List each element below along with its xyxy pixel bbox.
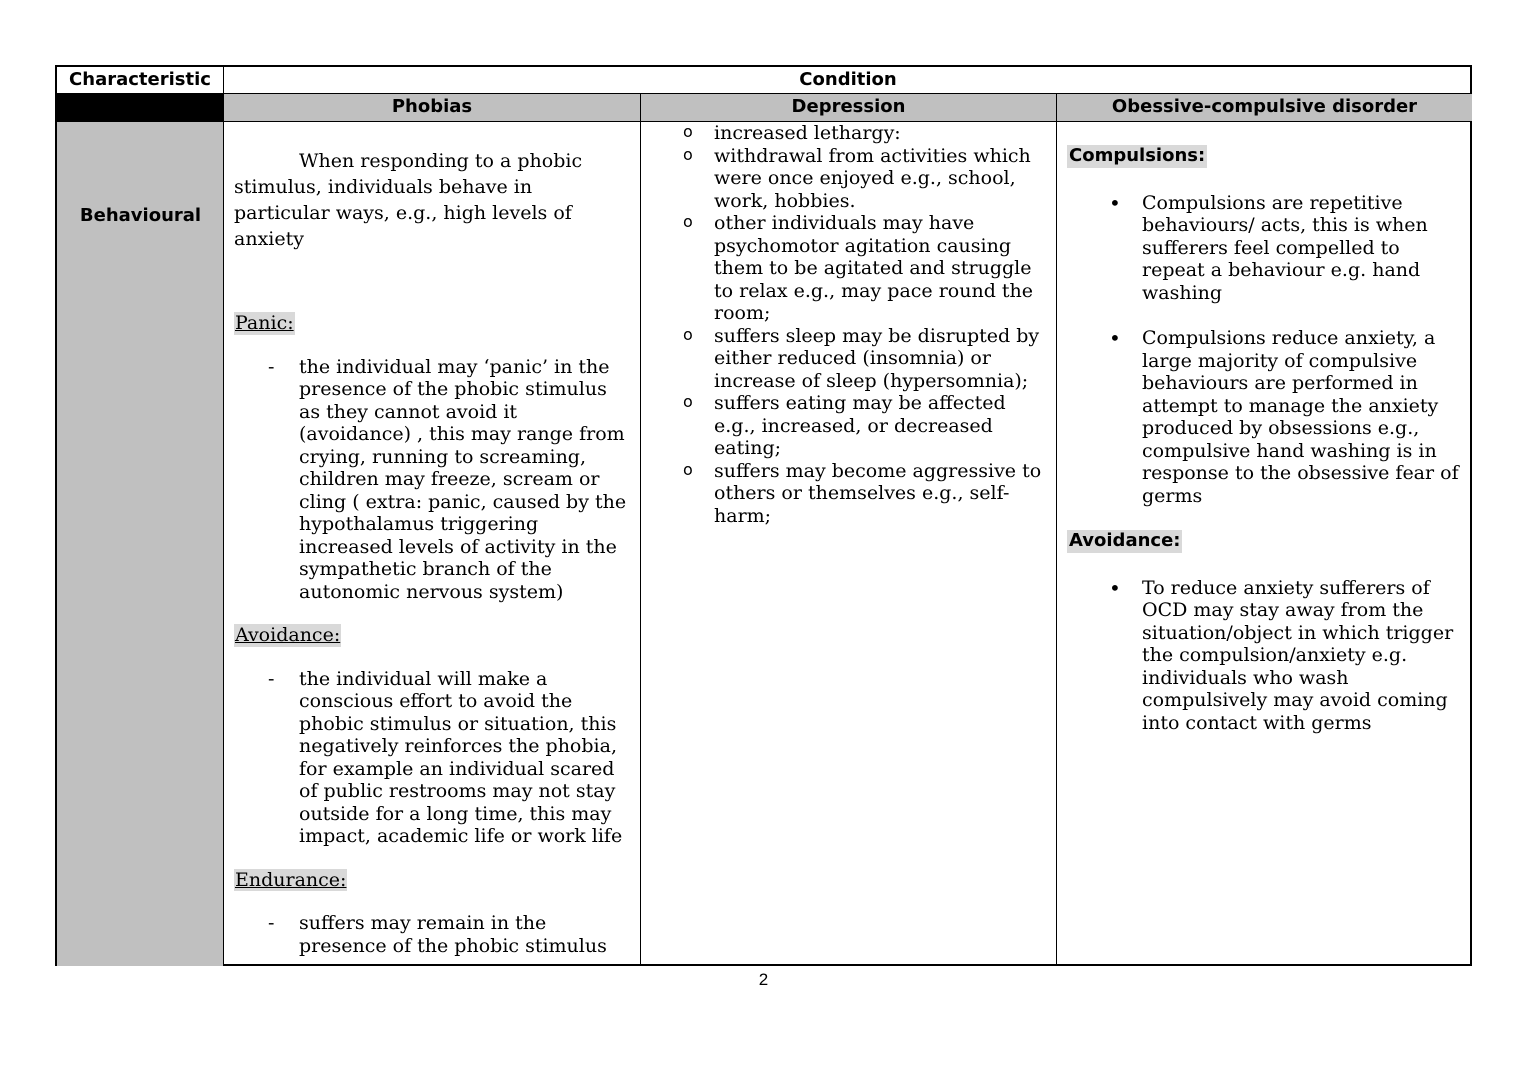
ocd-avoidance-heading: Avoidance:: [1069, 530, 1181, 551]
phobias-intro: When responding to a phobic stimulus, individuals behave in particular ways, e.g., high levels of anxiety: [234, 150, 583, 250]
list-item: o suffers may become aggressive to others or themselves e.g., self-harm;: [640, 460, 1049, 528]
header-black-cell: [57, 94, 224, 122]
panic-heading: Panic:: [235, 312, 294, 334]
grid-line: [640, 94, 641, 966]
list-item: • Compulsions are repetitive behaviours/ acts, this is when sufferers feel compelled to repeat a behaviour e.g. hand washing: [1067, 192, 1462, 305]
compulsions-list: [1067, 192, 1462, 508]
header-ocd: Obessive-compulsive disorder: [1057, 94, 1472, 122]
avoidance-text: - the individual will make a conscious effort to avoid the phobic stimulus or situation, this negatively reinforces the phobia, for example an individual scared of public restrooms may not stay outside for a long time, this may impact, academic life or work life: [234, 668, 630, 848]
endurance-text: - suffers may remain in the presence of the phobic stimulus: [234, 912, 630, 957]
endurance-heading: Endurance:: [235, 868, 347, 891]
header-characteristic: Characteristic: [69, 69, 211, 90]
list-item: • Compulsions reduce anxiety, a large majority of compulsive behaviours are performed in attempt to manage the anxiety produced by obsessions e.g., compulsive hand washing is in response to the obsessive fear of germs: [1067, 327, 1462, 507]
compulsions-heading: Compulsions:: [1069, 145, 1206, 166]
grid-line: [223, 67, 224, 966]
list-item: • To reduce anxiety sufferers of OCD may stay away from the situation/object in which trigger the compulsion/anxiety e.g. individuals who wash compulsively may avoid coming into contact with germs: [1067, 577, 1462, 735]
row-label: Behavioural: [79, 205, 202, 226]
header-phobias: Phobias: [224, 94, 640, 122]
depression-cell: [640, 122, 1057, 966]
row-label-cell: [57, 122, 224, 966]
header-depression: Depression: [640, 94, 1057, 122]
grid-line: [57, 93, 1472, 94]
characteristics-table: [55, 65, 1472, 966]
grid-line: [1056, 94, 1057, 966]
panic-text: - the individual may ‘panic’ in the presence of the phobic stimulus as they cannot avoid it (avoidance) , this may range from crying, running to screaming, children may freeze, scream or cling ( extra: panic, caused by the hypothalamus triggering increased levels of activity in the sympathetic branch of the autonomic nervous system): [234, 356, 630, 604]
grid-line: [57, 121, 1472, 122]
depression-list: [640, 122, 1049, 527]
list-item: o withdrawal from activities which were once enjoyed e.g., school, work, hobbies.: [640, 145, 1049, 213]
ocd-avoidance-list: [1067, 577, 1462, 735]
list-item: o other individuals may have psychomotor agitation causing them to be agitated and struggle to relax e.g., may pace round the room;: [640, 212, 1049, 325]
list-item: o increased lethargy:: [640, 122, 1049, 145]
list-item: o suffers eating may be affected e.g., increased, or decreased eating;: [640, 392, 1049, 460]
list-item: o suffers sleep may be disrupted by either reduced (insomnia) or increase of sleep (hypersomnia);: [640, 325, 1049, 393]
header-condition: Condition: [799, 69, 897, 90]
ocd-cell: [1057, 122, 1472, 966]
phobias-cell: [224, 122, 640, 966]
avoidance-heading: Avoidance:: [235, 624, 341, 646]
page-number: 2: [758, 970, 769, 989]
